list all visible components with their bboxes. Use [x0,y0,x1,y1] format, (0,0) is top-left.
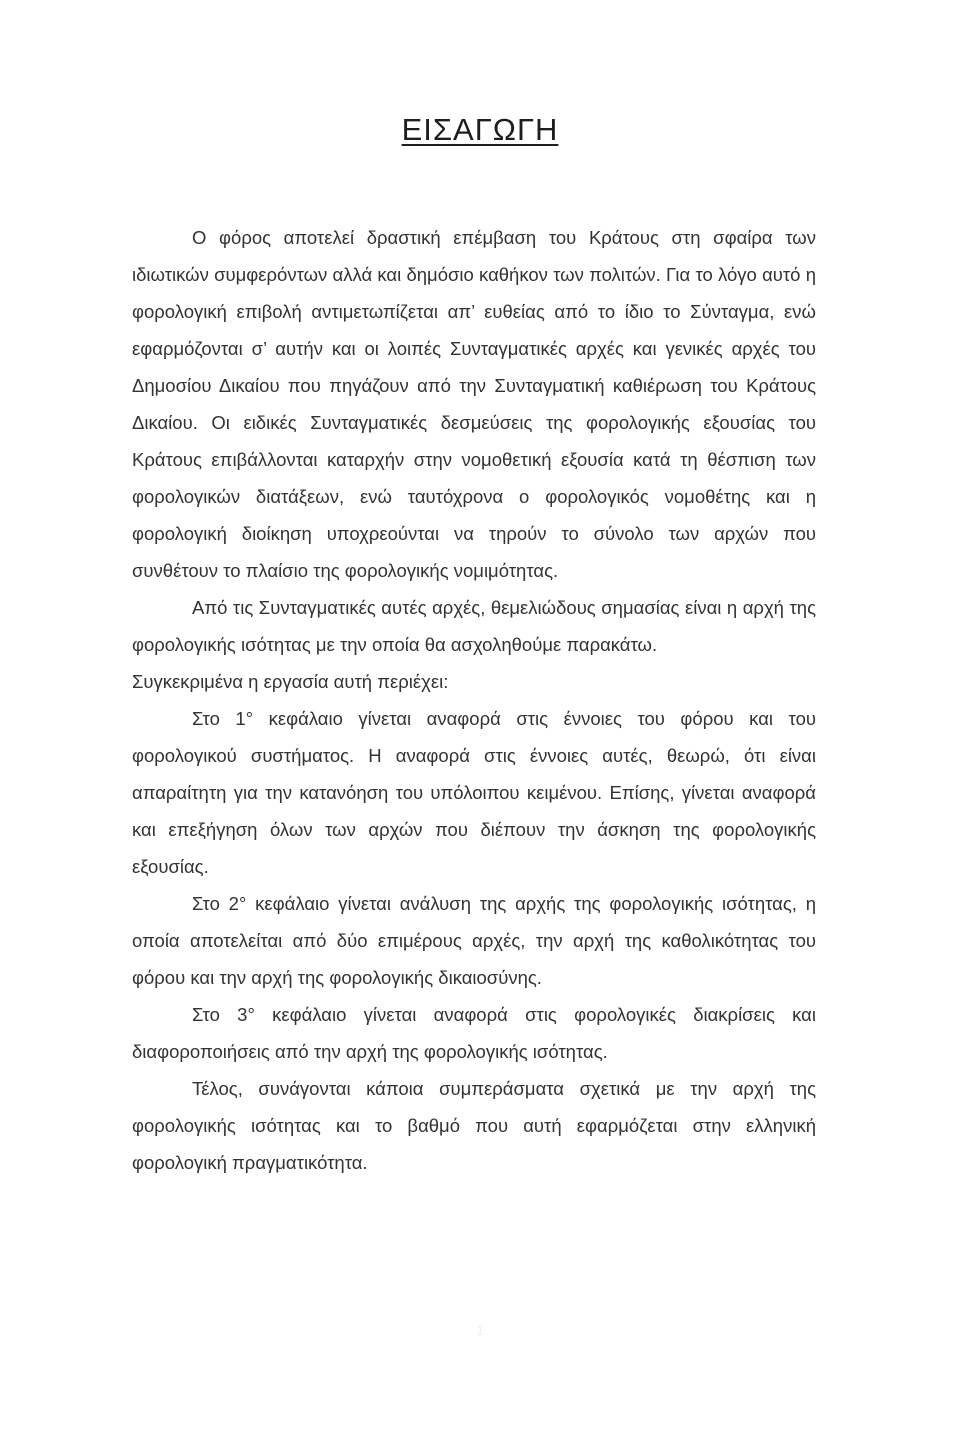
paragraph-chapter-1: Στο 1° κεφάλαιο γίνεται αναφορά στις έννοιες του φόρου και του φορολογικού συστήματος. Η αναφορά στις έννοιες αυτές, θεωρώ, ότι είναι απαραίτητη για την κατανόηση του υπόλοιπου κειμένου. Επίσης, γίνεται αναφορά και επεξήγηση όλων των αρχών που διέπουν την άσκηση της φορολογικής εξουσίας. [132,708,816,877]
page-number: 1 [476,1322,484,1338]
page-title: ΕΙΣΑΓΩΓΗ [401,112,559,147]
paragraph-chapter-2: Στο 2° κεφάλαιο γίνεται ανάλυση της αρχής της φορολογικής ισότητας, η οποία αποτελείται από δύο επιμέρους αρχές, την αρχή της καθολικότητας του φόρου και την αρχή της φορολογικής δικαιοσύνης. [132,893,816,988]
body-text [132,219,816,1181]
paragraph-chapter-3: Στο 3° κεφάλαιο γίνεται αναφορά στις φορολογικές διακρίσεις και διαφοροποιήσεις από την αρχή της φορολογικής ισότητας. [132,1004,816,1062]
paragraph-conclusion: Τέλος, συνάγονται κάποια συμπεράσματα σχετικά με την αρχή της φορολογικής ισότητας και το βαθμό που αυτή εφαρμόζεται στην ελληνική φορολογική πραγματικότητα. [132,1078,816,1173]
paragraph-principles: Από τις Συνταγματικές αυτές αρχές, θεμελιώδους σημασίας είναι η αρχή της φορολογικής ισότητας με την οποία θα ασχοληθούμε παρακάτω. [132,597,816,655]
paragraph-contents-lead: Συγκεκριμένα η εργασία αυτή περιέχει: [132,671,449,692]
paragraph-intro: Ο φόρος αποτελεί δραστική επέμβαση του Κράτους στη σφαίρα των ιδιωτικών συμφερόντων αλλά και δημόσιο καθήκον των πολιτών. Για το λόγο αυτό η φορολογική επιβολή αντιμετωπίζεται απ’ ευθείας από το ίδιο το Σύνταγμα, ενώ εφαρμόζονται σ’ αυτήν και οι λοιπές Συνταγματικές αρχές και γενικές αρχές του Δημοσίου Δικαίου που πηγάζουν από την Συνταγματική καθιέρωση του Κράτους Δικαίου. Οι ειδικές Συνταγματικές δεσμεύσεις της φορολογικής εξουσίας του Κράτους επιβάλλονται καταρχήν στην νομοθετική εξουσία κατά τη θέσπιση των φορολογικών διατάξεων, ενώ ταυτόχρονα ο φορολογικός νομοθέτης και η φορολογική διοίκηση υποχρεούνται να τηρούν το σύνολο των αρχών που συνθέτουν το πλαίσιο της φορολογικής νομιμότητας. [132,227,816,581]
